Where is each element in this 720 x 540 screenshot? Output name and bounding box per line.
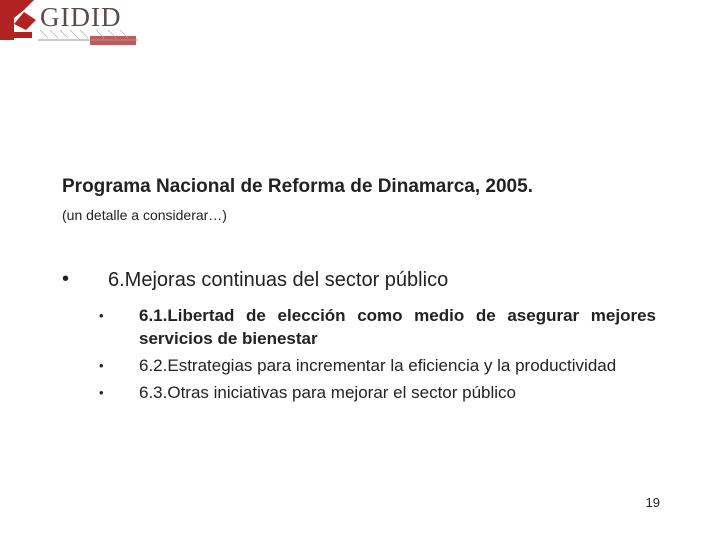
bullet: •: [99, 358, 104, 373]
main-bullet: •: [62, 268, 70, 290]
sub-list-item: [96, 381, 656, 404]
gidid-logo: [0, 0, 150, 50]
sub-item-text: 6.3.Otras iniciativas para mejorar el sector público: [139, 383, 516, 402]
sub-list: [96, 304, 656, 404]
bullet: •: [99, 308, 104, 323]
sub-list-item: [96, 354, 656, 377]
logo-text: GIDID: [40, 2, 122, 32]
main-list-item: 6.Mejoras continuas del sector público: [108, 269, 449, 291]
sub-item-text: 6.1.Libertad de elección como medio de asegurar mejores servicios de bienestar: [139, 306, 656, 348]
slide-subtitle: (un detalle a considerar…): [62, 207, 227, 223]
sub-list-item: [96, 304, 656, 350]
slide-title: Programa Nacional de Reforma de Dinamarca, 2005.: [62, 176, 533, 197]
sub-item-text: 6.2.Estrategias para incrementar la eficiencia y la productividad: [139, 356, 617, 375]
page-number: 19: [645, 495, 660, 510]
bullet: •: [99, 385, 104, 400]
